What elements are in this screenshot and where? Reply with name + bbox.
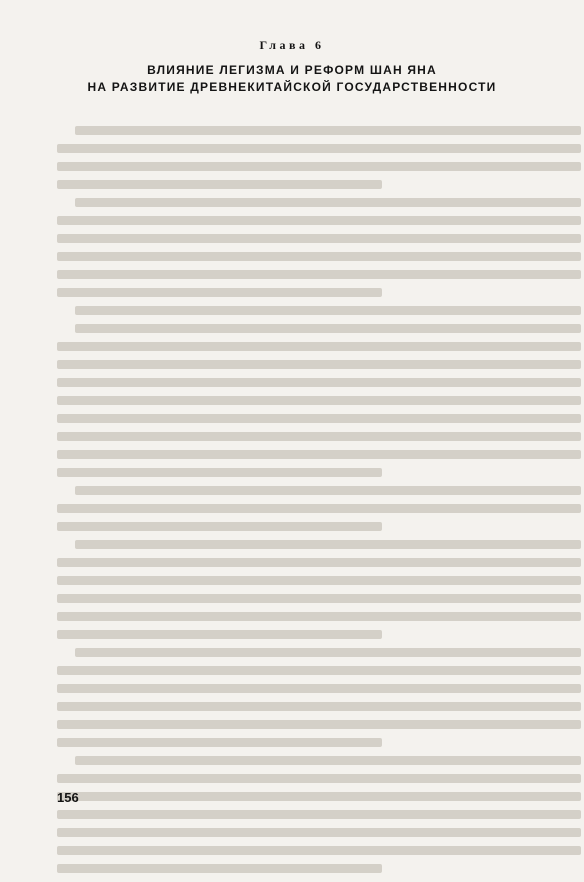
chapter-subtitle <box>40 62 544 96</box>
body-line-placeholder <box>57 180 382 189</box>
body-line-placeholder <box>57 504 581 513</box>
body-line-placeholder <box>57 414 581 423</box>
body-line-placeholder <box>57 810 581 819</box>
body-line-placeholder <box>57 144 581 153</box>
body-line-placeholder <box>57 594 581 603</box>
chapter-subtitle-line-2: НА РАЗВИТИЕ ДРЕВНЕКИТАЙСКОЙ ГОСУДАРСТВЕННОСТИ <box>87 80 497 94</box>
body-line-placeholder <box>57 666 581 675</box>
body-line-placeholder <box>57 378 581 387</box>
body-line-placeholder <box>75 126 581 135</box>
body-line-placeholder <box>57 522 382 531</box>
body-line-placeholder <box>57 468 382 477</box>
body-line-placeholder <box>57 450 581 459</box>
body-line-placeholder <box>75 756 581 765</box>
body-line-placeholder <box>57 432 581 441</box>
body-line-placeholder <box>57 216 581 225</box>
body-line-placeholder <box>57 792 581 801</box>
body-line-placeholder <box>57 774 581 783</box>
body-text-placeholder <box>57 126 581 882</box>
body-line-placeholder <box>75 540 581 549</box>
body-line-placeholder <box>57 702 581 711</box>
body-line-placeholder <box>57 738 382 747</box>
body-line-placeholder <box>57 162 581 171</box>
body-line-placeholder <box>57 288 382 297</box>
chapter-subtitle-line-1: ВЛИЯНИЕ ЛЕГИЗМА И РЕФОРМ ШАН ЯНА <box>147 63 437 77</box>
body-line-placeholder <box>57 720 581 729</box>
body-line-placeholder <box>57 360 581 369</box>
body-line-placeholder <box>75 324 581 333</box>
body-line-placeholder <box>57 846 581 855</box>
body-line-placeholder <box>75 486 581 495</box>
body-line-placeholder <box>75 198 581 207</box>
body-line-placeholder <box>57 252 581 261</box>
body-line-placeholder <box>75 306 581 315</box>
body-line-placeholder <box>57 828 581 837</box>
body-line-placeholder <box>57 630 382 639</box>
body-line-placeholder <box>57 396 581 405</box>
body-line-placeholder <box>75 648 581 657</box>
body-line-placeholder <box>57 576 581 585</box>
body-line-placeholder <box>57 270 581 279</box>
page-number: 156 <box>57 790 79 805</box>
body-line-placeholder <box>57 612 581 621</box>
body-line-placeholder <box>57 558 581 567</box>
chapter-heading: Глава 6 <box>259 38 325 52</box>
body-line-placeholder <box>57 864 382 873</box>
body-line-placeholder <box>57 342 581 351</box>
body-line-placeholder <box>57 684 581 693</box>
body-line-placeholder <box>57 234 581 243</box>
